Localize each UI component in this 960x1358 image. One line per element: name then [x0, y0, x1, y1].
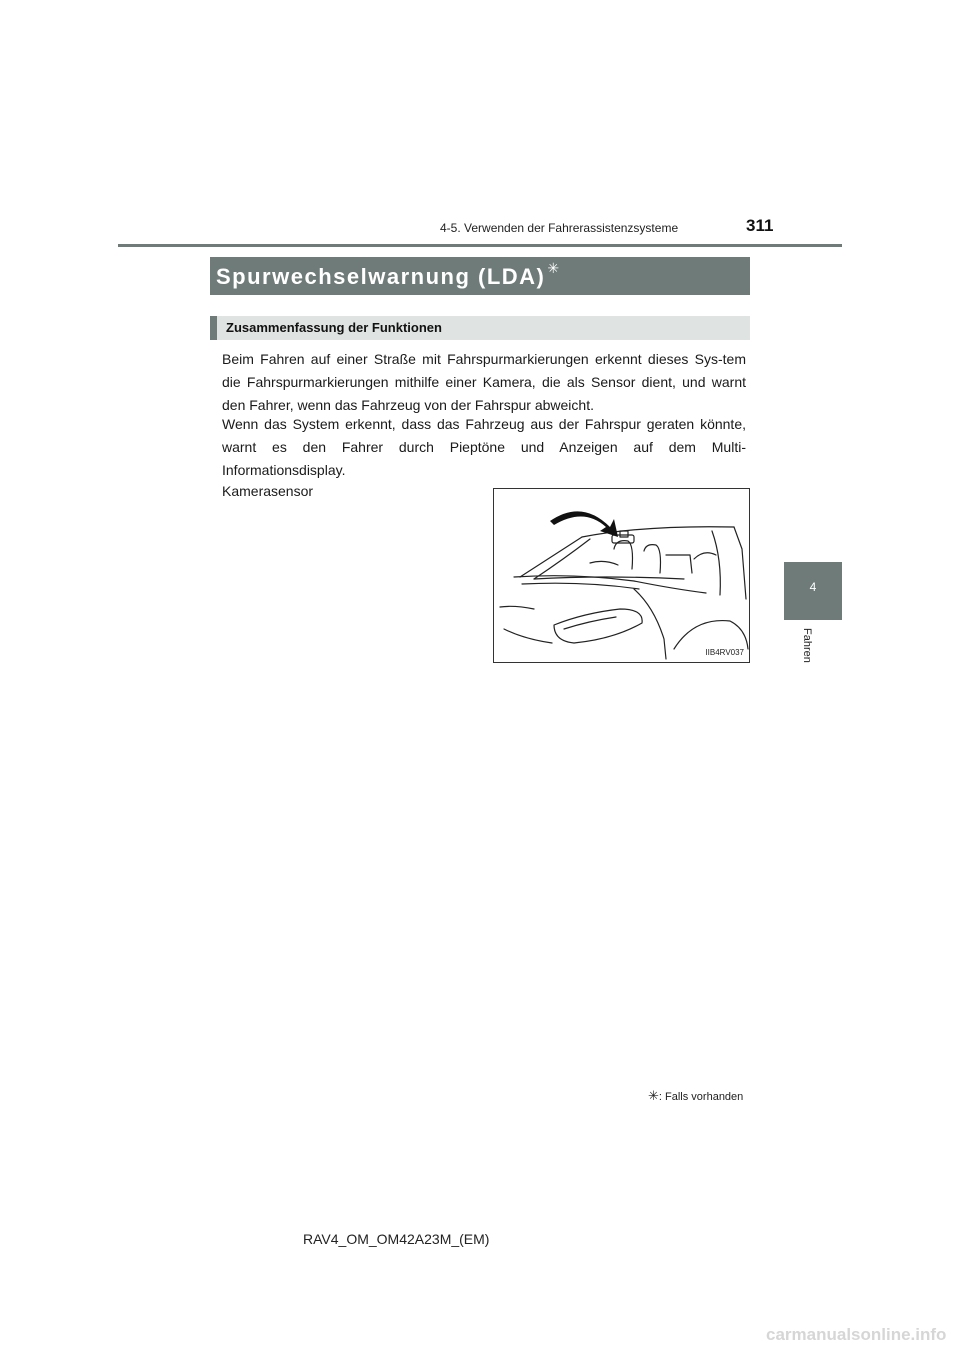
page-number: 311	[746, 216, 774, 235]
figure-label: Kamerasensor	[222, 483, 314, 499]
asterisk-icon: ✳	[648, 1088, 659, 1103]
subheading: Zusammenfassung der Funktionen	[226, 320, 442, 335]
footnote: ✳: Falls vorhanden	[648, 1088, 744, 1103]
subheading-bar	[210, 316, 750, 340]
chapter-tab	[784, 562, 842, 620]
camera-figure	[493, 488, 750, 663]
header-section-title: 4-5. Verwenden der Fahrerassistenzsysteme	[440, 221, 679, 235]
watermark: carmanualsonline.info	[766, 1325, 947, 1344]
header-divider	[118, 244, 842, 247]
paragraph-2: Wenn das System erkennt, dass das Fahrzeug aus der Fahrspur geraten könnte, warnt es den Fahrer durch Pieptöne und Anzeigen auf dem Multi-Informationsdisplay.	[222, 416, 746, 478]
paragraph-1: Beim Fahren auf einer Straße mit Fahrspurmarkierungen erkennt dieses Sys-tem die Fahrspurmarkierungen mithilfe einer Kamera, die als Sensor dient, und warnt den Fahrer, wenn das Fahrzeug von der Fahrspur abweicht.	[222, 351, 746, 413]
document-code: RAV4_OM_OM42A23M_(EM)	[303, 1231, 490, 1247]
page-title: Spurwechselwarnung (LDA) ✳	[216, 260, 561, 289]
chapter-number: 4	[809, 580, 817, 594]
title-bar	[210, 257, 750, 295]
car-illustration	[494, 489, 749, 662]
asterisk-icon: ✳	[547, 260, 561, 276]
chapter-label: Fahren	[801, 628, 813, 663]
figure-code: IIB4RV037	[705, 648, 744, 657]
